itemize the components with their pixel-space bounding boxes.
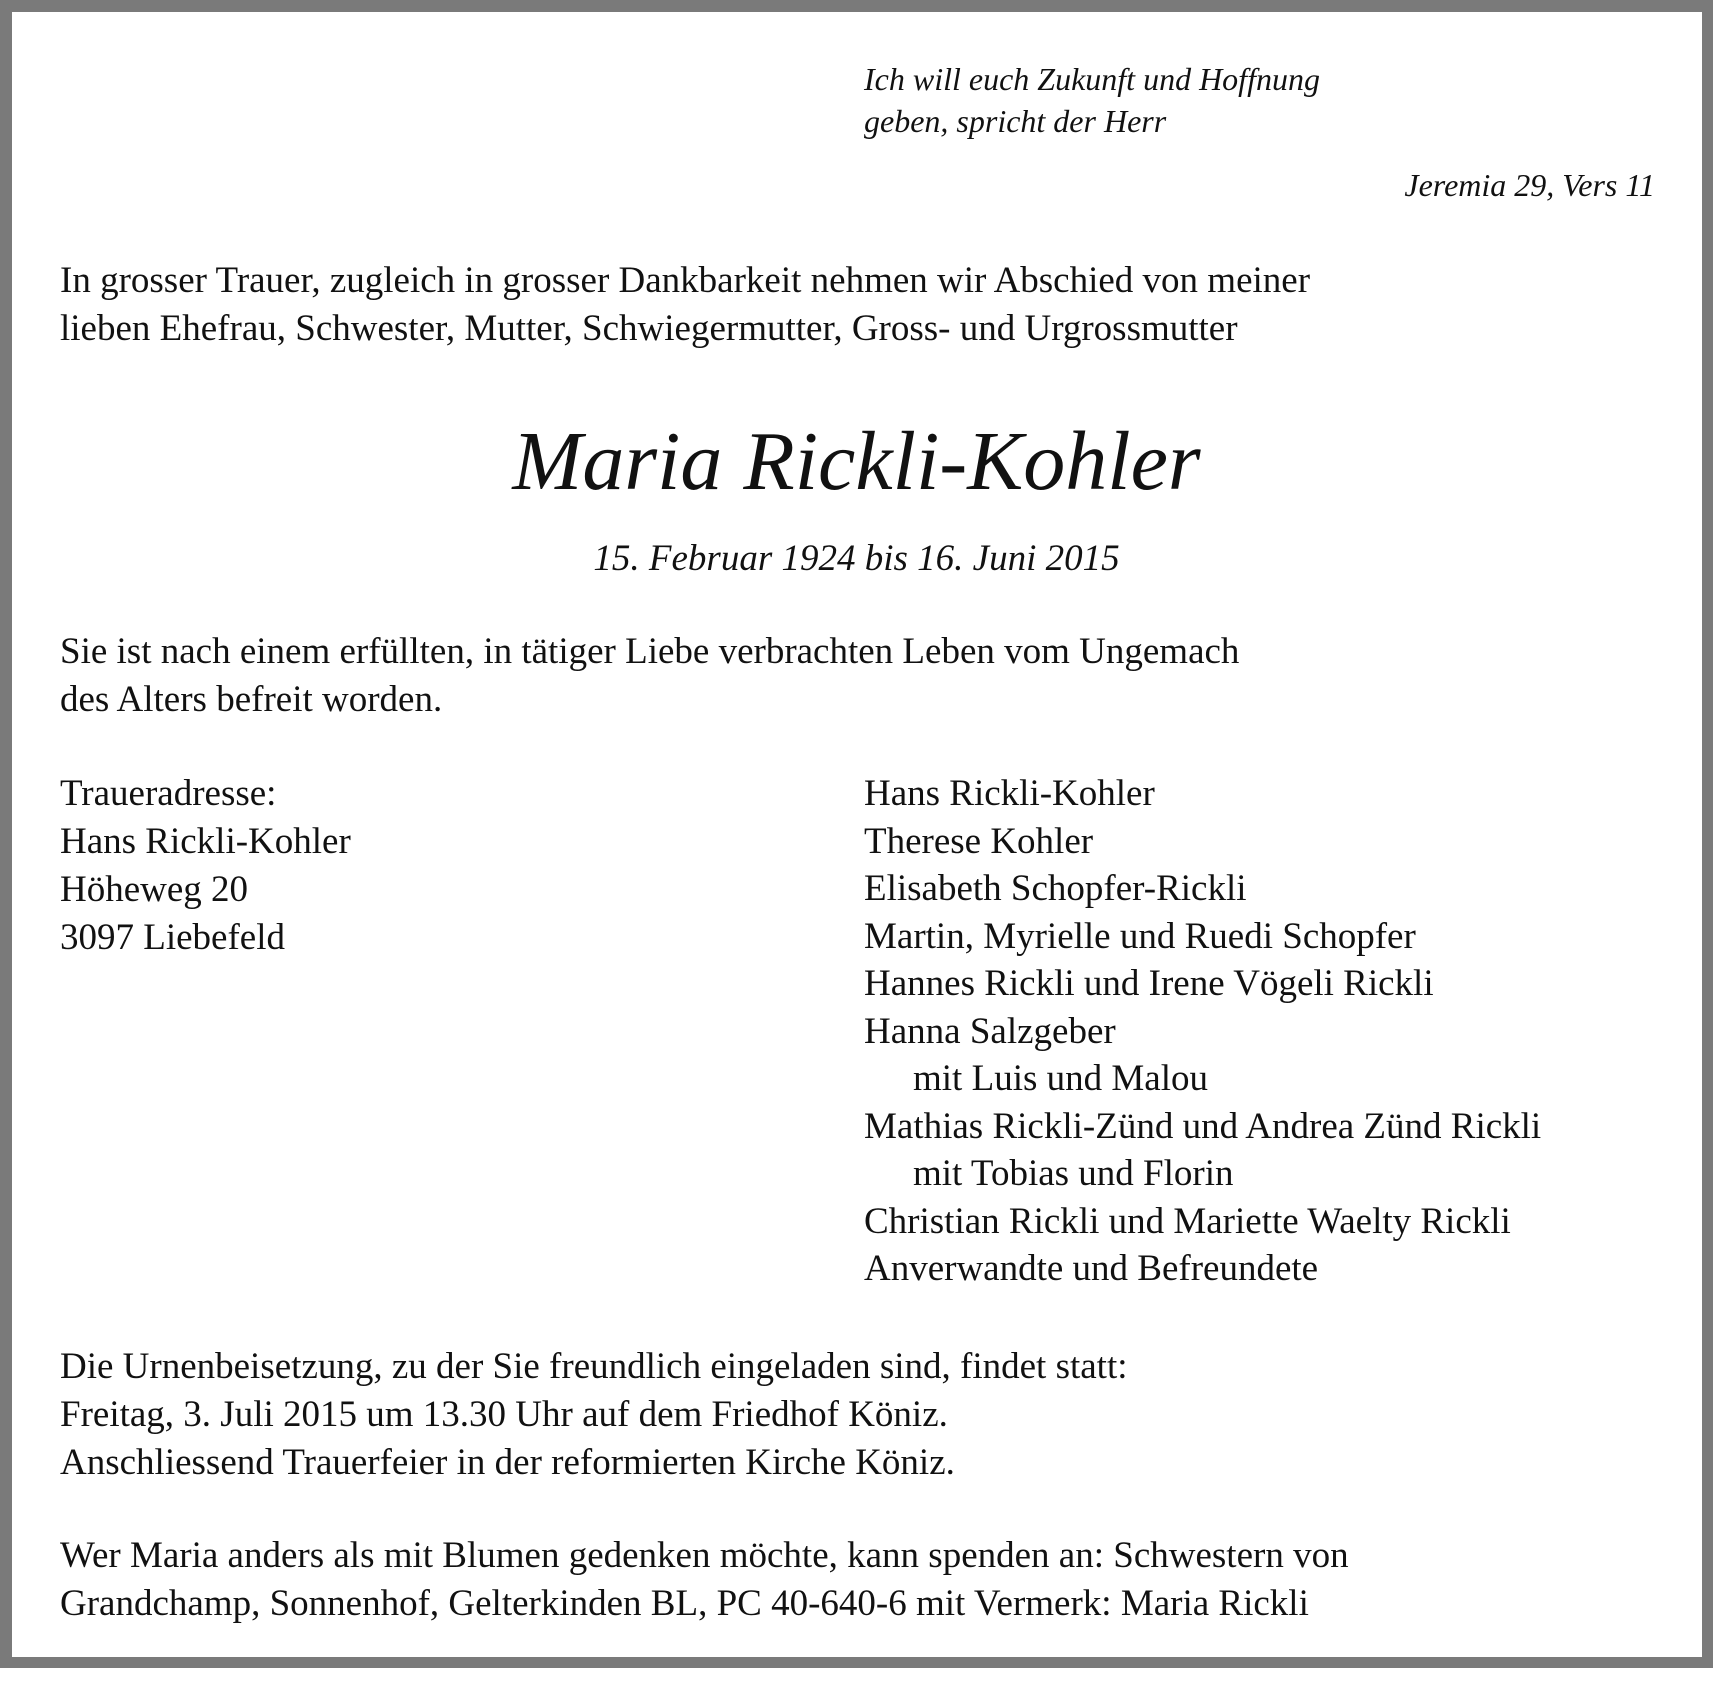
mourner-line: Hanna Salzgeber [864, 1010, 1116, 1052]
border-top [0, 0, 1713, 12]
life-line: Sie ist nach einem erfüllten, in tätiger Liebe verbrachten Leben vom Ungemach [60, 631, 1240, 672]
donation-line: Wer Maria anders als mit Blumen gedenken möchte, kann spenden an: Schwestern von [60, 1535, 1349, 1576]
ceremony-line: Die Urnenbeisetzung, zu der Sie freundlich eingeladen sind, findet statt: [60, 1346, 1128, 1387]
intro-paragraph [60, 257, 1310, 353]
bible-verse [864, 58, 1604, 142]
border-left [0, 0, 12, 1668]
mourning-address [60, 770, 351, 962]
mourners-list [864, 770, 1541, 1293]
mourner-line: Christian Rickli und Mariette Waelty Rickli [864, 1200, 1511, 1242]
bible-verse-line: geben, spricht der Herr [864, 103, 1167, 139]
ceremony-paragraph [60, 1343, 1128, 1487]
donation-line: Grandchamp, Sonnenhof, Gelterkinden BL, PC 40-640-6 mit Vermerk: Maria Rickli [60, 1583, 1309, 1624]
deceased-name: Maria Rickli-Kohler [512, 415, 1201, 508]
mourner-line: Hans Rickli-Kohler [864, 773, 1155, 814]
border-right [1702, 0, 1713, 1668]
mourner-line: Elisabeth Schopfer-Rickli [864, 868, 1247, 909]
intro-line: lieben Ehefrau, Schwester, Mutter, Schwiegermutter, Gross- und Urgrossmutter [60, 308, 1238, 349]
ceremony-line: Anschliessend Trauerfeier in der reformierten Kirche Köniz. [60, 1442, 955, 1483]
ceremony-line: Freitag, 3. Juli 2015 um 13.30 Uhr auf dem Friedhof Köniz. [60, 1394, 948, 1435]
life-line: des Alters befreit worden. [60, 679, 443, 720]
mourner-line: mit Luis und Malou [913, 1058, 1208, 1099]
mourner-line: mit Tobias und Florin [913, 1153, 1234, 1194]
mourner-line: Hannes Rickli und Irene Vögeli Rickli [864, 963, 1434, 1004]
address-line: 3097 Liebefeld [60, 917, 285, 958]
donation-paragraph [60, 1532, 1349, 1628]
address-line: Höheweg 20 [60, 869, 249, 910]
mourner-line: Therese Kohler [864, 820, 1094, 862]
life-dates: 15. Februar 1924 bis 16. Juni 2015 [593, 538, 1120, 579]
mourner-line: Mathias Rickli-Zünd und Andrea Zünd Rickli [864, 1105, 1542, 1147]
border-bottom [0, 1657, 1713, 1668]
mourner-line: Anverwandte und Befreundete [864, 1248, 1319, 1289]
address-line: Traueradresse: [60, 773, 277, 814]
address-line: Hans Rickli-Kohler [60, 821, 351, 862]
life-paragraph [60, 628, 1239, 724]
intro-line: In grosser Trauer, zugleich in grosser Dankbarkeit nehmen wir Abschied von meiner [60, 260, 1311, 301]
mourner-line: Martin, Myrielle und Ruedi Schopfer [864, 915, 1416, 957]
bible-verse-line: Ich will euch Zukunft und Hoffnung [864, 61, 1320, 97]
bible-reference: Jeremia 29, Vers 11 [1404, 167, 1655, 203]
